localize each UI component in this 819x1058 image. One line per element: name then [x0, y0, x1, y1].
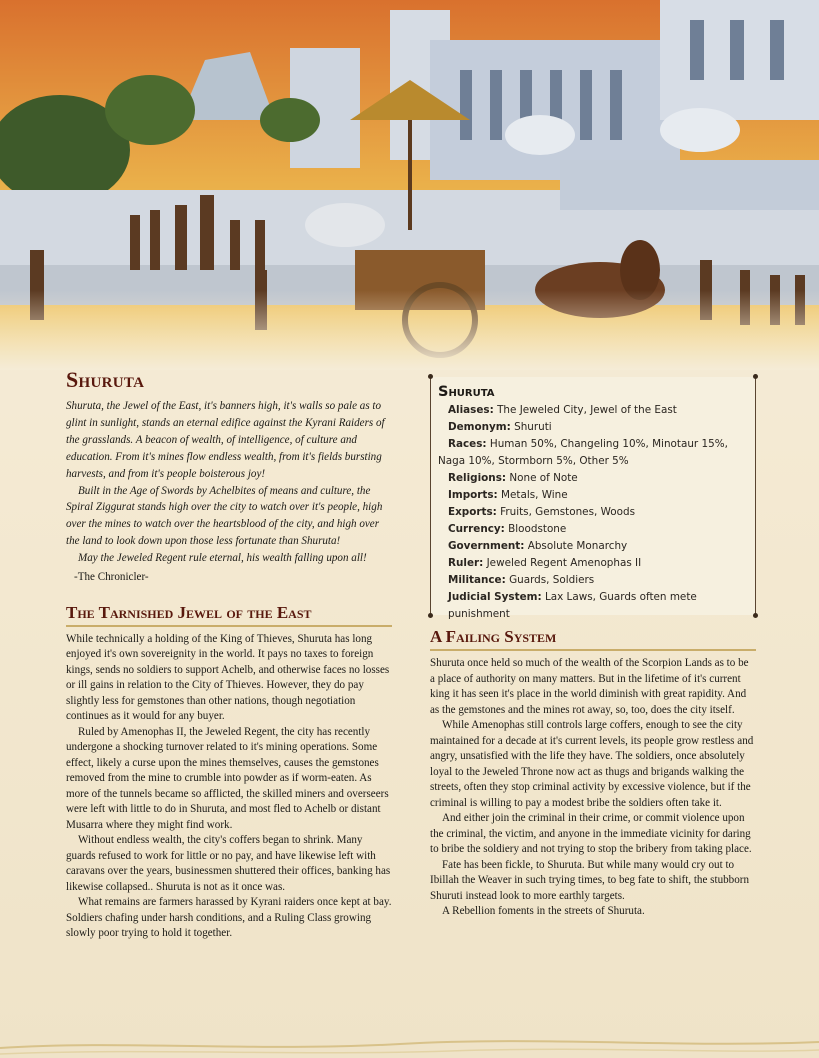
body-paragraph: While technically a holding of the King of Thieves, Shuruta has long enjoyed it's own sovereignity in the world. It pays no taxes to foreign kings, sends no soldiers to support Achelb, and otherwise faces no losses or ill gains in relation to the City of Thieves. However, they do pay slightly less for gemstones than other nations, though negotiation continues as it would for any buyer. — [66, 632, 390, 723]
statblock-title: Shuruta — [438, 384, 495, 400]
corner-dot — [753, 613, 758, 618]
stat-row-government: Government: Absolute Monarchy — [448, 540, 628, 552]
section-heading-tarnished-jewel: The Tarnished Jewel of the East — [66, 602, 392, 627]
stat-row-currency: Currency: Bloodstone — [448, 523, 567, 535]
body-paragraph: A Rebellion foments in the streets of Shuruta. — [442, 905, 645, 917]
corner-dot — [428, 613, 433, 618]
quote-paragraph: Shuruta, the Jewel of the East, it's banners high, it's walls so pale as to glint in sunlight, stands an eternal edifice against the Kyrani Raiders of the grasslands. A beacon of wealth, of intelligence, of culture and education. From it's mines flow endless wealth, from it's fields bursting harvests, and from it's people boisterous joy! — [66, 400, 385, 480]
section-body-tarnished-jewel — [66, 632, 392, 942]
body-paragraph: Ruled by Amenophas II, the Jeweled Regent, the city has recently undergone a shocking turnover related to it's mining operations. Some effect, likely a curse upon the mines themselves, causes the gemstones removed from the mine to crumble into powder as if worm-eaten. As more of the tunnels became so afflicted, the skilled miners and overseers were left with little to do in Shuruta, and most fled to Achelb or distant Musarra where they might find work. — [66, 725, 389, 831]
stat-row-exports: Exports: Fruits, Gemstones, Woods — [448, 506, 635, 518]
chronicler-quote — [66, 398, 392, 586]
quote-paragraph: Built in the Age of Swords by Achelbites of means and culture, the Spiral Ziggurat stands high over the city to watch over it's people, high over the mines to watch over the heartsblood of the city, and high over the land to look down upon those less fortunate than Shuruta! — [66, 484, 383, 548]
quote-attribution: -The Chronicler- — [74, 571, 149, 584]
quote-paragraph: May the Jeweled Regent rule eternal, his wealth falling upon all! — [78, 552, 367, 565]
city-illustration — [0, 0, 819, 370]
stat-row-militance: Militance: Guards, Soldiers — [448, 574, 595, 586]
stat-row-imports: Imports: Metals, Wine — [448, 489, 568, 501]
stat-row-judicial-system: Judicial System: Lax Laws, Guards often mete punishment — [448, 591, 697, 620]
city-statblock — [430, 377, 756, 620]
left-column — [66, 368, 392, 942]
stat-row-religions: Religions: None of Note — [448, 472, 578, 484]
body-paragraph: Shuruta once held so much of the wealth of the Scorpion Lands as to be a place of authority on many matters. But in the lifetime of it's current king it has seen it's place in the world diminish with great rapidity. And as the gemstones and the mines rot away, so, too, does the city itself. — [430, 657, 749, 716]
stat-row-races: Races: Human 50%, Changeling 10%, Minotaur 15%, Naga 10%, Stormborn 5%, Other 5% — [438, 438, 728, 467]
corner-dot — [428, 374, 433, 379]
footer-ornament — [0, 1018, 819, 1058]
body-paragraph: Fate has been fickle, to Shuruta. But while many would cry out to Ibillah the Weaver in such trying times, to beg fate to shift, the stubborn Shuruti instead look to more earthly targets. — [430, 858, 750, 902]
corner-dot — [753, 374, 758, 379]
page-title: Shuruta — [66, 367, 145, 392]
body-paragraph: What remains are farmers harassed by Kyrani raiders once kept at bay. Soldiers chafing under harsh conditions, and a Ruling Class growing slowly poor trying to hold it together. — [66, 896, 392, 940]
body-paragraph: And either join the criminal in their crime, or commit violence upon the criminal, the victim, and anyone in the immediate vicinity for daring to bribe the soldiery and not trying to stop the bribery from taking place. — [430, 812, 752, 855]
stat-row-ruler: Ruler: Jeweled Regent Amenophas II — [448, 557, 642, 569]
section-heading-failing-system: A Failing System — [430, 626, 756, 651]
right-column — [430, 626, 756, 920]
body-paragraph: Without endless wealth, the city's coffers began to shrink. Many guards refused to work for little or no pay, and have likewise left with caravans over the years, businessmen shuttered their offices, banking has likewise collapsed.. Shuruta is not as it once was. — [66, 834, 391, 893]
section-body-failing-system — [430, 656, 756, 920]
stat-row-demonym: Demonym: Shuruti — [448, 421, 552, 433]
body-paragraph: While Amenophas still controls large coffers, enough to see the city maintained for a decade at it's current levels, its people grow restless and angry, unsatisfied with the life they have. The soldiers, once absolutely loyal to the Jeweled Throne now act as thugs and brigands walking the streets, often they stop criminal activity by excessive violence, but if the criminal is willing to pay a modest bribe the soldiers often take it. — [430, 719, 754, 809]
stat-row-aliases: Aliases: The Jeweled City, Jewel of the East — [448, 404, 677, 416]
